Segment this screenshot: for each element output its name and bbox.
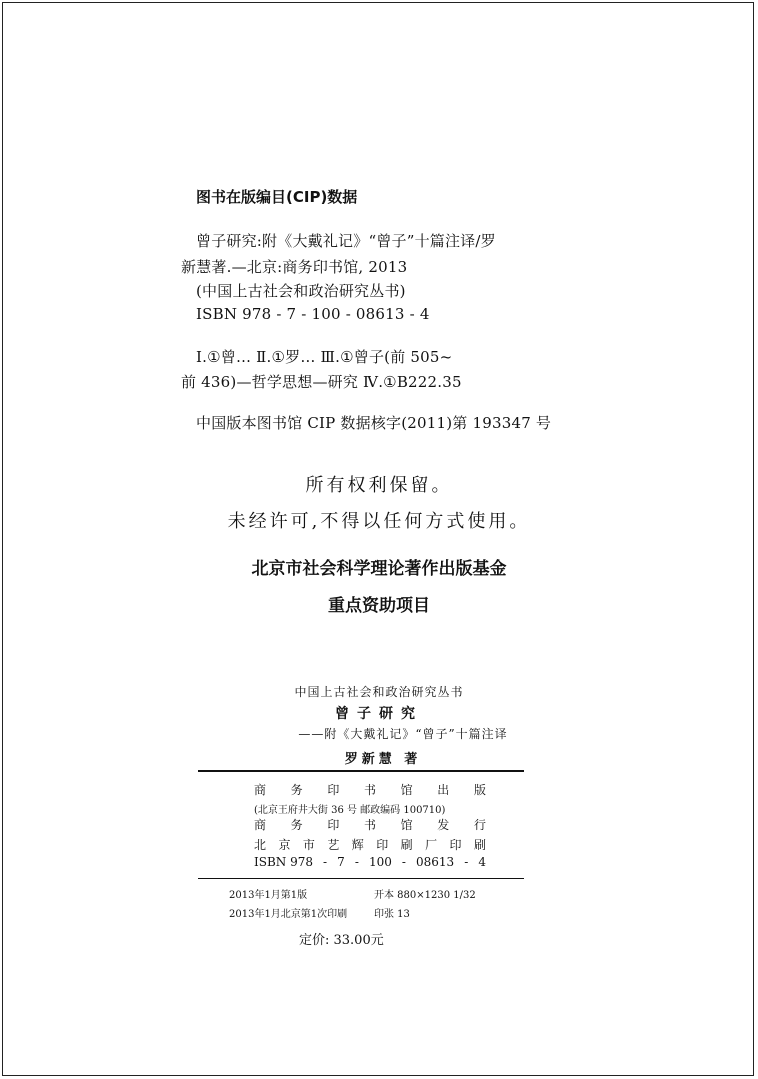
isbn-part: - [354, 855, 359, 869]
price: 定价: 33.00元 [299, 933, 384, 948]
printer-char: 艺 [327, 838, 340, 852]
fund-line-2: 重点资助项目 [328, 596, 430, 616]
colophon-series: 中国上古社会和政治研究丛书 [294, 685, 464, 699]
distributor-char: 务 [290, 818, 303, 832]
printer-char: 市 [302, 838, 315, 852]
cip-heading: 图书在版编目(CIP)数据 [196, 188, 358, 206]
colophon-title: 曾子研究 [335, 706, 423, 722]
printer-line [254, 836, 486, 853]
isbn-part: 7 [337, 855, 345, 869]
edition-info: 2013年1月第1版 [229, 890, 308, 901]
printer-char: 印 [449, 838, 462, 852]
printer-char: 北 [254, 838, 267, 852]
cip-line-5: Ⅰ.①曾… Ⅱ.①罗… Ⅲ.①曾子(前 505~ [196, 348, 453, 366]
isbn-part: 08613 [416, 855, 455, 869]
cip-line-4: ISBN 978 - 7 - 100 - 08613 - 4 [196, 305, 430, 323]
distributor-char: 馆 [400, 818, 413, 832]
publisher-line [254, 781, 486, 798]
colophon-subtitle: ——附《大戴礼记》“曾子”十篇注译 [298, 727, 508, 741]
publisher-char: 书 [363, 783, 376, 797]
format-info: 开本 880×1230 1/32 [374, 890, 476, 901]
isbn-part: 4 [478, 855, 486, 869]
colophon-author: 罗新慧 著 [344, 752, 422, 767]
rights-line-2: 未经许可,不得以任何方式使用。 [227, 511, 531, 532]
publisher-char: 印 [327, 783, 340, 797]
cip-line-6: 前 436)—哲学思想—研究 Ⅳ.①B222.35 [181, 373, 462, 391]
publisher-char: 商 [254, 783, 267, 797]
printer-char: 京 [278, 838, 291, 852]
printing-info: 2013年1月北京第1次印刷 [229, 909, 348, 920]
sheets-info: 印张 13 [374, 909, 410, 920]
printer-char: 刷 [473, 838, 486, 852]
publisher-char: 务 [290, 783, 303, 797]
distributor-char: 发 [437, 818, 450, 832]
isbn-part: 100 [368, 855, 392, 869]
cip-line-1: 曾子研究:附《大戴礼记》“曾子”十篇注译/罗 [196, 232, 496, 250]
colophon-rule-top [198, 770, 524, 772]
cip-line-3: (中国上古社会和政治研究丛书) [196, 282, 406, 300]
distributor-char: 印 [327, 818, 340, 832]
distributor-line [254, 816, 486, 833]
cip-line-7: 中国版本图书馆 CIP 数据核字(2011)第 193347 号 [196, 414, 552, 432]
cip-line-2: 新慧著.—北京:商务印书馆, 2013 [181, 258, 408, 276]
publisher-address: (北京王府井大街 36 号 邮政编码 100710) [254, 805, 446, 816]
publisher-char: 出 [437, 783, 450, 797]
colophon-rule-bottom [198, 878, 524, 879]
printer-char: 刷 [400, 838, 413, 852]
publisher-char: 馆 [400, 783, 413, 797]
isbn-part: - [323, 855, 328, 869]
distributor-char: 行 [473, 818, 486, 832]
fund-line-1: 北京市社会科学理论著作出版基金 [251, 559, 507, 579]
printer-char: 厂 [425, 838, 438, 852]
distributor-char: 书 [363, 818, 376, 832]
printer-char: 辉 [351, 838, 364, 852]
colophon-isbn [254, 855, 486, 869]
isbn-part: ISBN 978 [254, 855, 313, 869]
distributor-char: 商 [254, 818, 267, 832]
rights-line-1: 所有权利保留。 [305, 475, 453, 496]
isbn-part: - [464, 855, 469, 869]
isbn-part: - [401, 855, 406, 869]
printer-char: 印 [376, 838, 389, 852]
publisher-char: 版 [473, 783, 486, 797]
